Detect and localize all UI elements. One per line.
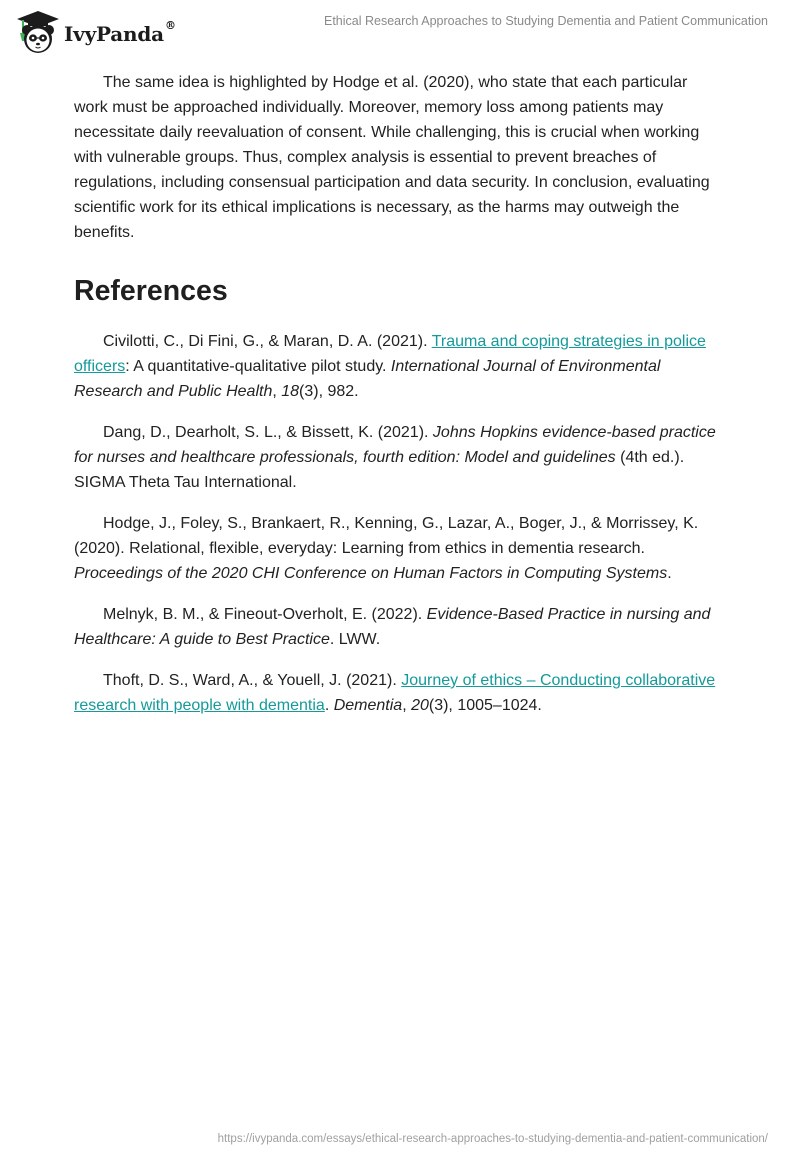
logo-name: IvyPanda xyxy=(64,22,164,46)
reference-book-title: Johns Hopkins evidence-based practice for nurses and healthcare professionals, fourth edition: Model and guidelines xyxy=(74,424,716,466)
reference-text: (3), 1005–1024. xyxy=(428,697,542,714)
reference-item xyxy=(74,602,724,652)
reference-book-title: Evidence-Based Practice in nursing and Healthcare: A guide to Best Practice xyxy=(74,606,711,648)
references-heading: References xyxy=(74,275,228,307)
page-header xyxy=(0,0,800,60)
reference-text: (4th ed.). SIGMA Theta Tau International. xyxy=(74,449,685,491)
reference-text: . xyxy=(324,697,334,714)
reference-journal: Dementia xyxy=(333,697,403,714)
reference-journal: International Journal of Environmental Research and Public Health xyxy=(74,358,661,400)
reference-item xyxy=(74,511,724,586)
panda-graduate-icon xyxy=(14,8,62,56)
ivypanda-logo[interactable] xyxy=(14,8,176,56)
reference-item xyxy=(74,420,724,495)
reference-text: : A quantitative-qualitative pilot study. xyxy=(125,358,391,375)
registered-mark: ® xyxy=(164,19,176,32)
reference-item xyxy=(74,668,724,718)
reference-proceedings: Proceedings of the 2020 CHI Conference on Human Factors in Computing Systems xyxy=(74,565,668,582)
footer-url[interactable]: https://ivypanda.com/essays/ethical-research-approaches-to-studying-dementia-and-patient-communication/ xyxy=(217,1133,768,1145)
reference-text: (3), 982. xyxy=(299,383,359,400)
reference-volume: 18 xyxy=(281,383,300,400)
reference-item xyxy=(74,329,724,404)
body-paragraph: The same idea is highlighted by Hodge et al. (2020), who state that each particular work must be approached individually. Moreover, memory loss among patients may necessitate daily reevaluation of consent. While challenging, this is crucial when working with vulnerable groups. Thus, complex analysis is essential to prevent breaches of regulations, including consensual participation and data security. In conclusion, evaluating scientific work for its ethical implications is necessary, as the harms may outweigh the benefits. xyxy=(74,74,710,241)
page-content xyxy=(74,70,724,734)
reference-text: , xyxy=(272,383,282,400)
reference-volume: 20 xyxy=(411,697,429,714)
reference-link[interactable]: Journey of ethics – Conducting collaborative research with people with dementia xyxy=(74,672,716,714)
reference-text: Thoft, D. S., Ward, A., & Youell, J. (2021). xyxy=(103,672,402,689)
reference-text: , xyxy=(402,697,412,714)
reference-text: Civilotti, C., Di Fini, G., & Maran, D. A. (2021). xyxy=(103,333,432,350)
reference-text: Dang, D., Dearholt, S. L., & Bissett, K. (2021). xyxy=(103,424,433,441)
reference-text: . LWW. xyxy=(329,631,381,648)
reference-text: Melnyk, B. M., & Fineout-Overholt, E. (2022). xyxy=(103,606,427,623)
reference-text: Hodge, J., Foley, S., Brankaert, R., Kenning, G., Lazar, A., Boger, J., & Morrissey, K. (2020). Relational, flexible, everyday: Learning from ethics in dementia research. xyxy=(74,515,699,557)
reference-link[interactable]: Trauma and coping strategies in police officers xyxy=(74,333,706,375)
reference-text: . xyxy=(667,565,672,582)
document-title: Ethical Research Approaches to Studying Dementia and Patient Communication xyxy=(323,14,768,28)
logo-wordmark xyxy=(64,19,176,46)
